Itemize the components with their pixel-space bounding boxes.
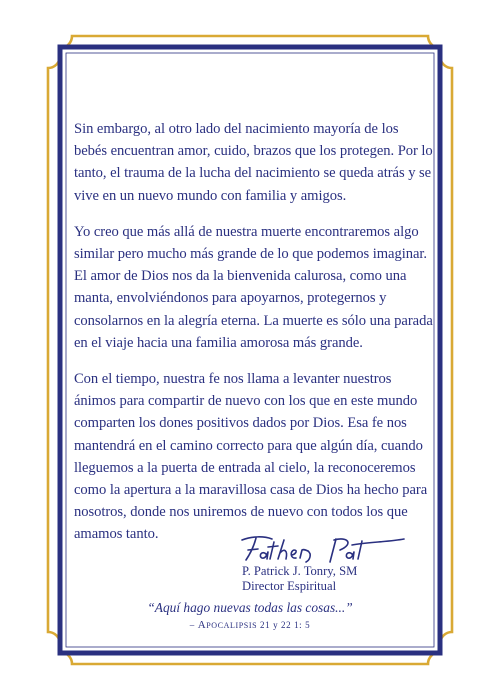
reference-book: Apocalipsis [197, 619, 258, 631]
paragraph-2: Yo creo que más allá de nuestra muerte encontraremos algo similar pero mucho más grande de lo que podemos imaginar. El amor de Dios nos da la bienvenida calurosa, como una manta, envolviéndonos para apoyarnos, protegernos y consolarnos en la alegría eterna. La muerte es sólo una parada en el viaje hacia una familia amorosa más grande. [74, 223, 433, 351]
handwritten-signature-father-pat [238, 532, 408, 566]
signature-block [238, 532, 438, 594]
paragraph-3: Con el tiempo, nuestra fe nos llama a levanter nuestros ánimos para compartir de nuevo con los que en este mundo comparten los dones positivos dados por Dios. Esa fe nos mantendrá en el camino correcto para que algún día, cuando lleguemos a la puerta de entrada al cielo, la reconoceremos como la apertura a la maravillosa casa de Dios ha hecho para nosotros, donde nos uniremos de nuevo con todos los que amamos tanto. [74, 371, 428, 543]
reference-chapters: 21 y 22 1: 5 [257, 620, 311, 630]
letter-body [74, 118, 434, 546]
reference-dash: – [189, 620, 198, 630]
signatory-name: P. Patrick J. Tonry, SM [242, 564, 358, 578]
scripture-quote: “Aquí hago nuevas todas las cosas...” [147, 600, 353, 615]
paragraph-1: Sin embargo, al otro lado del nacimiento mayoría de los bebés encuentran amor, cuido, brazos que los protegen. Por lo tanto, el trauma de la lucha del nacimiento se queda atrás y se vive en un nuevo mundo con familia y amigos. [74, 121, 433, 204]
signatory-role: Director Espiritual [242, 579, 337, 593]
scripture-reference [0, 619, 500, 631]
